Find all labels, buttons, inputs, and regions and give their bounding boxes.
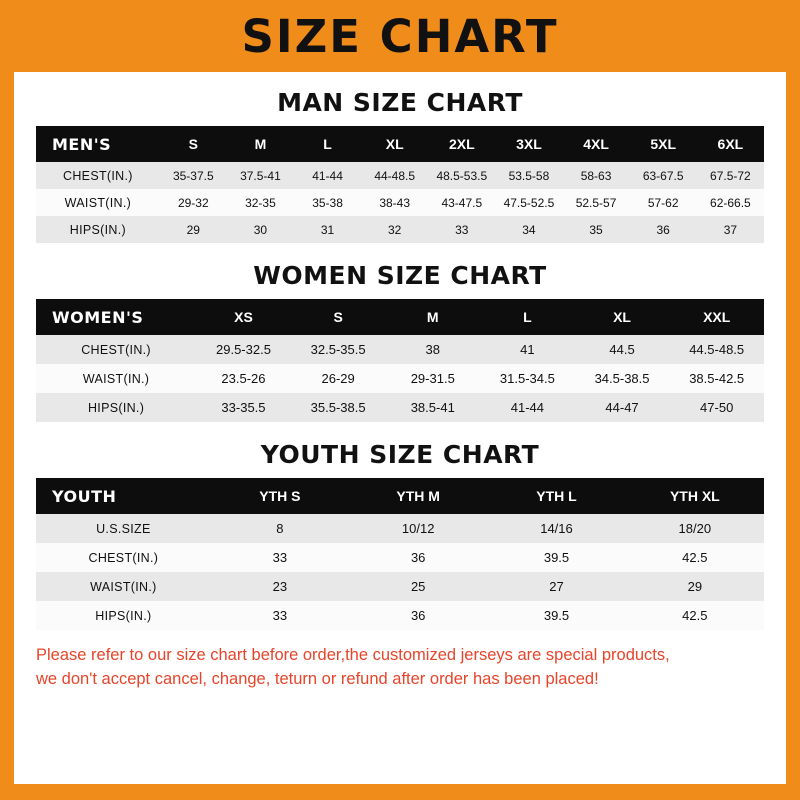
man-size-table bbox=[36, 126, 764, 243]
cell: 58-63 bbox=[563, 162, 630, 189]
cell: 41-44 bbox=[480, 393, 575, 422]
row-label-hips: HIPS(IN.) bbox=[36, 216, 160, 243]
cell: 32-35 bbox=[227, 189, 294, 216]
cell: 33 bbox=[211, 543, 349, 572]
cell: 36 bbox=[630, 216, 697, 243]
cell: 43-47.5 bbox=[428, 189, 495, 216]
col-header-l: L bbox=[294, 126, 361, 162]
cell: 52.5-57 bbox=[563, 189, 630, 216]
cell: 63-67.5 bbox=[630, 162, 697, 189]
table-row bbox=[36, 572, 764, 601]
col-header-youth: YOUTH bbox=[36, 478, 211, 514]
table-row bbox=[36, 364, 764, 393]
cell: 42.5 bbox=[626, 601, 764, 630]
cell: 34 bbox=[495, 216, 562, 243]
women-size-table bbox=[36, 299, 764, 422]
cell: 27 bbox=[487, 572, 625, 601]
cell: 44.5 bbox=[575, 335, 670, 364]
cell: 33-35.5 bbox=[196, 393, 291, 422]
cell: 33 bbox=[428, 216, 495, 243]
cell: 23.5-26 bbox=[196, 364, 291, 393]
cell: 62-66.5 bbox=[697, 189, 764, 216]
page-title: SIZE CHART bbox=[241, 9, 559, 63]
man-section-title: MAN SIZE CHART bbox=[277, 88, 523, 117]
cell: 36 bbox=[349, 601, 487, 630]
table-row bbox=[36, 189, 764, 216]
table-header-row bbox=[36, 478, 764, 514]
col-header-yth-s: YTH S bbox=[211, 478, 349, 514]
banner bbox=[0, 0, 800, 72]
youth-section-title: YOUTH SIZE CHART bbox=[260, 440, 540, 469]
cell: 35-38 bbox=[294, 189, 361, 216]
cell: 33 bbox=[211, 601, 349, 630]
col-header-m: M bbox=[385, 299, 480, 335]
cell: 38.5-42.5 bbox=[669, 364, 764, 393]
row-label-chest: CHEST(IN.) bbox=[36, 335, 196, 364]
youth-size-table bbox=[36, 478, 764, 630]
col-header-2xl: 2XL bbox=[428, 126, 495, 162]
col-header-yth-l: YTH L bbox=[487, 478, 625, 514]
cell: 34.5-38.5 bbox=[575, 364, 670, 393]
cell: 35 bbox=[563, 216, 630, 243]
cell: 29 bbox=[626, 572, 764, 601]
footnote-line-2: we don't accept cancel, change, teturn or refund after order has been placed! bbox=[36, 669, 599, 688]
col-header-womens: WOMEN'S bbox=[36, 299, 196, 335]
col-header-mens: MEN'S bbox=[36, 126, 160, 162]
cell: 30 bbox=[227, 216, 294, 243]
table-row bbox=[36, 162, 764, 189]
col-header-xl: XL bbox=[575, 299, 670, 335]
table-header-row bbox=[36, 126, 764, 162]
col-header-xxl: XXL bbox=[669, 299, 764, 335]
cell: 10/12 bbox=[349, 514, 487, 543]
table-row bbox=[36, 601, 764, 630]
col-header-4xl: 4XL bbox=[563, 126, 630, 162]
row-label-hips: HIPS(IN.) bbox=[36, 393, 196, 422]
cell: 36 bbox=[349, 543, 487, 572]
cell: 29 bbox=[160, 216, 227, 243]
col-header-yth-xl: YTH XL bbox=[626, 478, 764, 514]
cell: 32.5-35.5 bbox=[291, 335, 386, 364]
cell: 57-62 bbox=[630, 189, 697, 216]
footnote bbox=[36, 644, 764, 692]
row-label-chest: CHEST(IN.) bbox=[36, 543, 211, 572]
cell: 39.5 bbox=[487, 543, 625, 572]
table-row bbox=[36, 514, 764, 543]
cell: 35-37.5 bbox=[160, 162, 227, 189]
bottom-strip bbox=[0, 784, 800, 800]
cell: 41-44 bbox=[294, 162, 361, 189]
content bbox=[14, 72, 786, 784]
col-header-s: S bbox=[291, 299, 386, 335]
cell: 44.5-48.5 bbox=[669, 335, 764, 364]
cell: 25 bbox=[349, 572, 487, 601]
cell: 8 bbox=[211, 514, 349, 543]
cell: 42.5 bbox=[626, 543, 764, 572]
cell: 44-47 bbox=[575, 393, 670, 422]
col-header-xs: XS bbox=[196, 299, 291, 335]
cell: 26-29 bbox=[291, 364, 386, 393]
cell: 18/20 bbox=[626, 514, 764, 543]
col-header-l: L bbox=[480, 299, 575, 335]
table-row bbox=[36, 216, 764, 243]
cell: 31 bbox=[294, 216, 361, 243]
cell: 38 bbox=[385, 335, 480, 364]
row-label-waist: WAIST(IN.) bbox=[36, 572, 211, 601]
cell: 38-43 bbox=[361, 189, 428, 216]
cell: 32 bbox=[361, 216, 428, 243]
cell: 31.5-34.5 bbox=[480, 364, 575, 393]
col-header-3xl: 3XL bbox=[495, 126, 562, 162]
cell: 48.5-53.5 bbox=[428, 162, 495, 189]
footnote-line-1: Please refer to our size chart before order,the customized jerseys are special products, bbox=[36, 646, 670, 664]
cell: 35.5-38.5 bbox=[291, 393, 386, 422]
cell: 37 bbox=[697, 216, 764, 243]
table-row bbox=[36, 335, 764, 364]
col-header-m: M bbox=[227, 126, 294, 162]
cell: 53.5-58 bbox=[495, 162, 562, 189]
col-header-6xl: 6XL bbox=[697, 126, 764, 162]
cell: 29.5-32.5 bbox=[196, 335, 291, 364]
col-header-xl: XL bbox=[361, 126, 428, 162]
col-header-yth-m: YTH M bbox=[349, 478, 487, 514]
cell: 67.5-72 bbox=[697, 162, 764, 189]
cell: 39.5 bbox=[487, 601, 625, 630]
cell: 41 bbox=[480, 335, 575, 364]
table-row bbox=[36, 393, 764, 422]
col-header-5xl: 5XL bbox=[630, 126, 697, 162]
col-header-s: S bbox=[160, 126, 227, 162]
cell: 47-50 bbox=[669, 393, 764, 422]
row-label-us-size: U.S.SIZE bbox=[36, 514, 211, 543]
table-row bbox=[36, 543, 764, 572]
row-label-hips: HIPS(IN.) bbox=[36, 601, 211, 630]
cell: 47.5-52.5 bbox=[495, 189, 562, 216]
cell: 44-48.5 bbox=[361, 162, 428, 189]
cell: 14/16 bbox=[487, 514, 625, 543]
table-header-row bbox=[36, 299, 764, 335]
row-label-waist: WAIST(IN.) bbox=[36, 364, 196, 393]
cell: 38.5-41 bbox=[385, 393, 480, 422]
row-label-chest: CHEST(IN.) bbox=[36, 162, 160, 189]
cell: 29-32 bbox=[160, 189, 227, 216]
row-label-waist: WAIST(IN.) bbox=[36, 189, 160, 216]
cell: 37.5-41 bbox=[227, 162, 294, 189]
cell: 23 bbox=[211, 572, 349, 601]
cell: 29-31.5 bbox=[385, 364, 480, 393]
women-section-title: WOMEN SIZE CHART bbox=[253, 261, 547, 290]
